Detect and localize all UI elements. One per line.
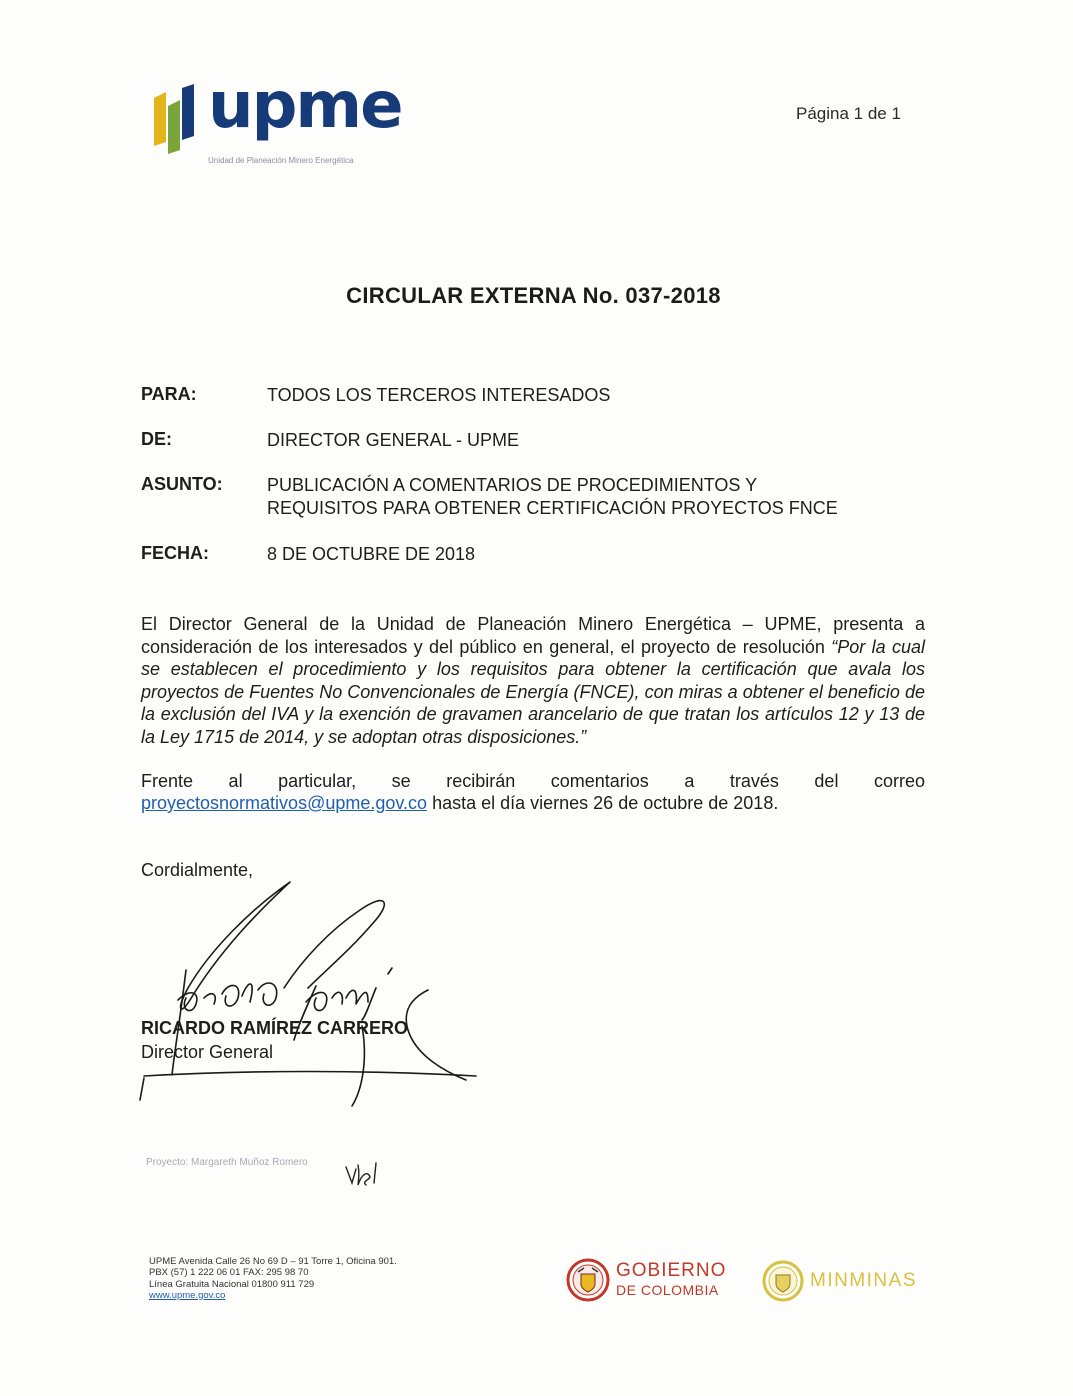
paragraph-1-text: El Director General de la Unidad de Planeación Minero Energética – UPME, presenta a consideración de los interesados y del público en general, el proyecto de resolución bbox=[141, 614, 925, 657]
gobierno-line-1: GOBIERNO bbox=[616, 1260, 727, 1281]
handwritten-initials bbox=[342, 1155, 384, 1189]
para-label: PARA: bbox=[141, 384, 197, 404]
upme-logo-mark-icon bbox=[152, 84, 208, 154]
upme-wordmark: upme bbox=[208, 69, 402, 143]
asunto-line-1: PUBLICACIÓN A COMENTARIOS DE PROCEDIMIENTOS Y bbox=[267, 475, 758, 495]
website-link[interactable]: www.upme.gov.co bbox=[149, 1289, 226, 1301]
email-link[interactable]: proyectosnormativos@upme.gov.co bbox=[141, 793, 428, 813]
upme-tagline: Unidad de Planeación Minero Energética bbox=[208, 156, 354, 165]
body-paragraph-2-line-1: Frente al particular, se recibirán comentarios a través del correo bbox=[141, 771, 925, 791]
proyecto-note: Proyecto: Margareth Muñoz Romero bbox=[146, 1157, 308, 1168]
asunto-value bbox=[267, 474, 838, 520]
footer-address-line: UPME Avenida Calle 26 No 69 D – 91 Torre 1, Oficina 901. bbox=[149, 1256, 397, 1267]
deadline-text: hasta el día viernes 26 de octubre de 2018. bbox=[427, 793, 779, 813]
gobierno-line-2: DE COLOMBIA bbox=[616, 1282, 719, 1298]
body-paragraph-2-line-2 bbox=[141, 793, 778, 814]
document-title bbox=[0, 283, 1073, 309]
colombia-coat-of-arms-icon bbox=[566, 1258, 610, 1302]
asunto-label: ASUNTO: bbox=[141, 474, 223, 494]
upme-logo bbox=[152, 69, 402, 172]
page-number: Página 1 de 1 bbox=[796, 104, 901, 123]
signatory-title: Director General bbox=[141, 1042, 274, 1062]
closing: Cordialmente, bbox=[141, 860, 254, 880]
minminas-seal-icon bbox=[762, 1260, 804, 1302]
fecha-value: 8 DE OCTUBRE DE 2018 bbox=[267, 544, 476, 564]
signatory-name: RICARDO RAMÍREZ CARRERO bbox=[141, 1018, 408, 1038]
footer-phone-line: PBX (57) 1 222 06 01 FAX: 295 98 70 bbox=[149, 1267, 309, 1279]
de-value: DIRECTOR GENERAL - UPME bbox=[267, 430, 520, 450]
minminas-text: MINMINAS bbox=[810, 1270, 917, 1291]
para-value: TODOS LOS TERCEROS INTERESADOS bbox=[267, 385, 611, 405]
resolution-title-quote: “Por la cual se establecen el procedimiento y los requisitos para obtener la certificación que avala los proyectos de Fuentes No Convencionales de Energía (FNCE), con miras a obtener el beneficio de la exclusión del IVA y la exención de gravamen arancelario de que tratan los artículos 12 y 13 de la Ley 1715 de 2014, y se adoptan otras disposiciones.” bbox=[141, 636, 925, 747]
de-label: DE: bbox=[141, 429, 172, 449]
footer-toll-free-line: Línea Gratuita Nacional 01800 911 729 bbox=[149, 1278, 315, 1290]
handwritten-signature bbox=[130, 870, 490, 1120]
document-title-text: CIRCULAR EXTERNA No. 037-2018 bbox=[346, 283, 721, 308]
body-paragraph-1 bbox=[141, 613, 925, 749]
fecha-label: FECHA: bbox=[141, 543, 209, 563]
footer-address bbox=[149, 1256, 397, 1301]
asunto-line-2: REQUISITOS PARA OBTENER CERTIFICACIÓN PROYECTOS FNCE bbox=[267, 498, 838, 518]
